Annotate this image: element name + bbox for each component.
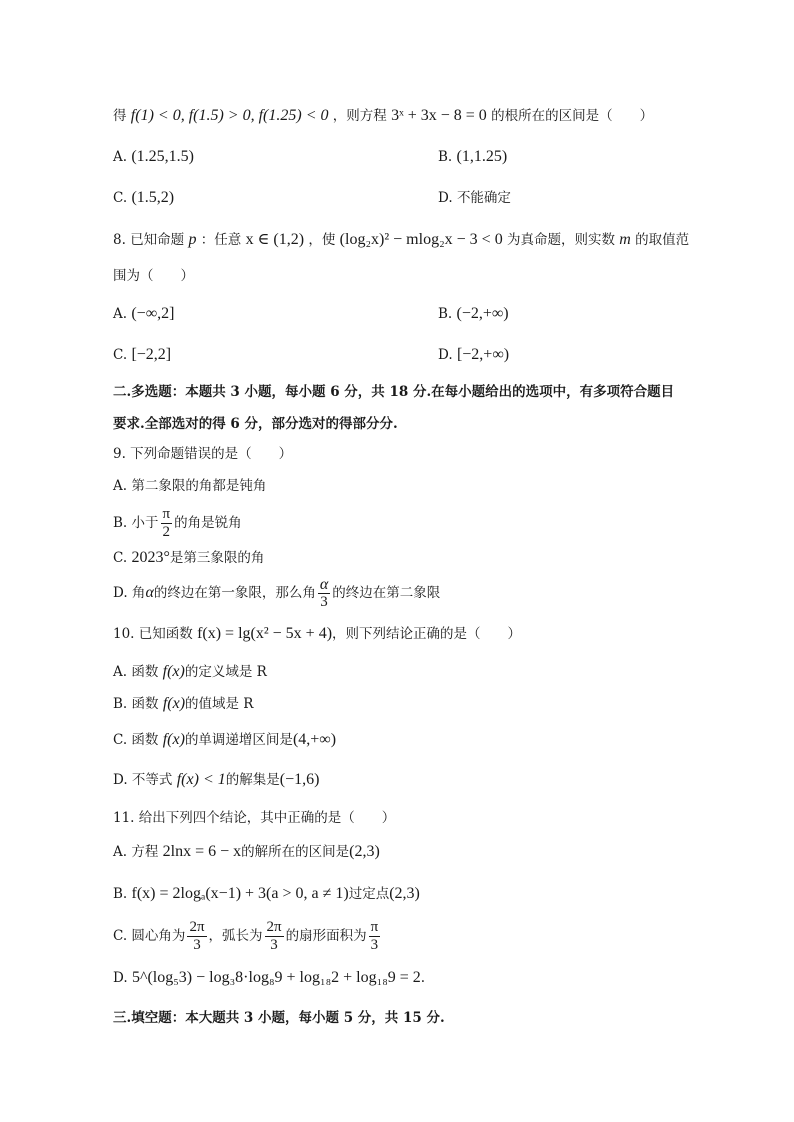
q8-text-a: 已知命题: [130, 232, 185, 248]
numerator: 2π: [266, 919, 282, 935]
q10-option-b: [113, 694, 253, 714]
option-value: [−2,2]: [131, 346, 172, 363]
section3-heading: 三.填空题：本大题共 3 小题，每小题 5 分，共 15 分.: [113, 1010, 445, 1026]
option-math: 2lnx = 6 − x: [162, 843, 242, 860]
q8-text-b: ：任意: [200, 232, 242, 248]
option-text: C. 圆心角为: [113, 928, 186, 944]
option-text: ，弧长为: [208, 928, 263, 944]
q7-option-a: [113, 147, 194, 167]
denominator: 3: [270, 937, 278, 953]
stem-text: 10. 已知函数: [113, 626, 193, 642]
option-math: 2023°: [131, 549, 170, 566]
q8-option-d: [438, 345, 509, 365]
option-text: 的角是锐角: [174, 515, 242, 531]
q7-stem-math: f(1) < 0, f(1.5) > 0, f(1.25) < 0: [130, 107, 329, 124]
option-math: f(x): [162, 695, 186, 712]
option-math: f(x) = 2logₐ(x−1) + 3(a > 0, a ≠ 1): [131, 885, 349, 902]
option-text: 的解所在的区间是: [241, 844, 350, 860]
q8-stem-line1: [113, 230, 689, 250]
option-label: B.: [113, 886, 128, 902]
q11-option-c: [113, 915, 382, 957]
q11-stem: 11. 给出下列四个结论，其中正确的是（ ）: [113, 810, 396, 826]
numerator: α: [319, 576, 329, 593]
q11-option-b: [113, 884, 420, 904]
option-math: 5^(log₅3) − log₃8·log₈9 + log₁₈2 + log₁₈9 = 2: [131, 969, 421, 986]
q11-option-d: [113, 968, 425, 988]
option-point: (2,3): [389, 885, 420, 902]
section2-heading-line2: 要求.全部选对的得 6 分，部分选对的得部分分.: [113, 416, 398, 432]
q7-option-b: [438, 147, 507, 167]
denominator: 3: [370, 937, 379, 953]
option-text: 的解集是: [225, 772, 280, 788]
q7-equation: 3ˣ + 3x − 8 = 0: [391, 107, 487, 124]
fraction: [369, 919, 381, 954]
q9-stem: 9. 下列命题错误的是（ ）: [113, 446, 293, 462]
option-interval: (2,3): [349, 843, 380, 860]
option-text: 是第三象限的角: [169, 550, 265, 566]
option-label: B.: [438, 149, 453, 165]
option-text: 的扇形面积为: [285, 928, 367, 944]
q8-option-a: [113, 304, 174, 324]
option-interval: (4,+∞): [292, 731, 337, 748]
option-text: 的定义域是 R: [184, 664, 267, 680]
option-label: B.: [438, 306, 453, 322]
fraction: [318, 576, 330, 611]
q8-option-b: [438, 304, 509, 324]
option-label: C.: [113, 347, 128, 363]
option-text: .: [420, 970, 426, 986]
q9-option-b: [113, 506, 242, 541]
q9-option-a: A. 第二象限的角都是钝角: [113, 478, 267, 494]
q8-cond: x ∈ (1,2): [245, 231, 305, 248]
q8-option-c: [113, 345, 171, 365]
q7-option-d: [438, 188, 511, 208]
q7-stem: [113, 106, 653, 126]
option-math: f(x): [162, 731, 185, 748]
option-text: D. 不等式: [113, 772, 173, 788]
q11-option-a: [113, 842, 380, 862]
q7-stem-mid: ，则方程: [332, 108, 387, 124]
option-text: 的单调递增区间是: [184, 732, 293, 748]
q8-p: p: [188, 231, 197, 248]
q8-m: m: [619, 231, 631, 248]
option-value: [−2,+∞): [456, 346, 510, 363]
option-value: (1.25,1.5): [131, 148, 194, 165]
q7-stem-suffix: 的根所在的区间是（ ）: [491, 108, 654, 124]
numerator: 2π: [189, 919, 205, 935]
q9-option-d: [113, 576, 440, 611]
section2-heading-line1: 二.多选题：本题共 3 小题，每小题 6 分，共 18 分.在每小题给出的选项中，有多项符合题目: [113, 384, 675, 400]
fraction: [187, 919, 206, 954]
option-text: C. 函数: [113, 732, 159, 748]
option-text: 的值域是 R: [185, 696, 254, 712]
option-text: A. 方程: [113, 844, 159, 860]
q10-option-a: [113, 662, 267, 682]
option-label: A.: [113, 306, 128, 322]
option-math: f(x): [162, 663, 185, 680]
denominator: 3: [193, 937, 201, 953]
q8-text-d: 为真命题，则实数: [506, 232, 615, 248]
option-label: D.: [113, 970, 128, 986]
q8-text-c: ，使: [308, 232, 336, 248]
option-value: (−∞,2]: [131, 305, 175, 322]
option-text: 的终边在第二象限: [332, 585, 441, 601]
q7-option-c: [113, 188, 174, 208]
option-text: B. 小于: [113, 515, 159, 531]
stem-text: ，则下列结论正确的是（ ）: [332, 626, 522, 642]
numerator: π: [162, 506, 171, 522]
option-value: (1,1.25): [456, 148, 508, 165]
q8-number: 8.: [113, 232, 126, 248]
q9-option-c: [113, 548, 264, 568]
option-label: C.: [113, 190, 128, 206]
option-value: (1.5,2): [131, 189, 175, 206]
option-text: B. 函数: [113, 696, 159, 712]
option-text: 的终边在第一象限，那么角: [153, 585, 316, 601]
function-expression: f(x) = lg(x² − 5x + 4): [197, 625, 333, 642]
fraction: [265, 919, 284, 954]
option-label: A.: [113, 149, 128, 165]
q8-stem-line2: 围为（ ）: [113, 268, 194, 284]
option-interval: (−1,6): [279, 771, 320, 788]
option-text: 过定点: [348, 886, 390, 902]
fraction: [161, 506, 173, 541]
q10-stem: [113, 624, 521, 644]
option-label: C.: [113, 550, 128, 566]
denominator: 3: [320, 594, 328, 610]
option-text: A. 函数: [113, 664, 159, 680]
denominator: 2: [162, 524, 171, 540]
q7-stem-prefix: 得: [113, 108, 127, 124]
option-label: D.: [438, 190, 453, 206]
option-label: D.: [438, 347, 453, 363]
option-text: D. 角: [113, 585, 146, 601]
q8-text-e: 的取值范: [635, 232, 690, 248]
numerator: π: [370, 919, 379, 935]
q10-option-d: [113, 770, 319, 790]
option-value: 不能确定: [456, 190, 511, 206]
option-math: f(x) < 1: [176, 771, 226, 788]
alpha-symbol: α: [145, 584, 154, 601]
q10-option-c: [113, 730, 336, 750]
q8-ineq: (log₂x)² − mlog₂x − 3 < 0: [339, 231, 503, 248]
option-value: (−2,+∞): [456, 305, 509, 322]
